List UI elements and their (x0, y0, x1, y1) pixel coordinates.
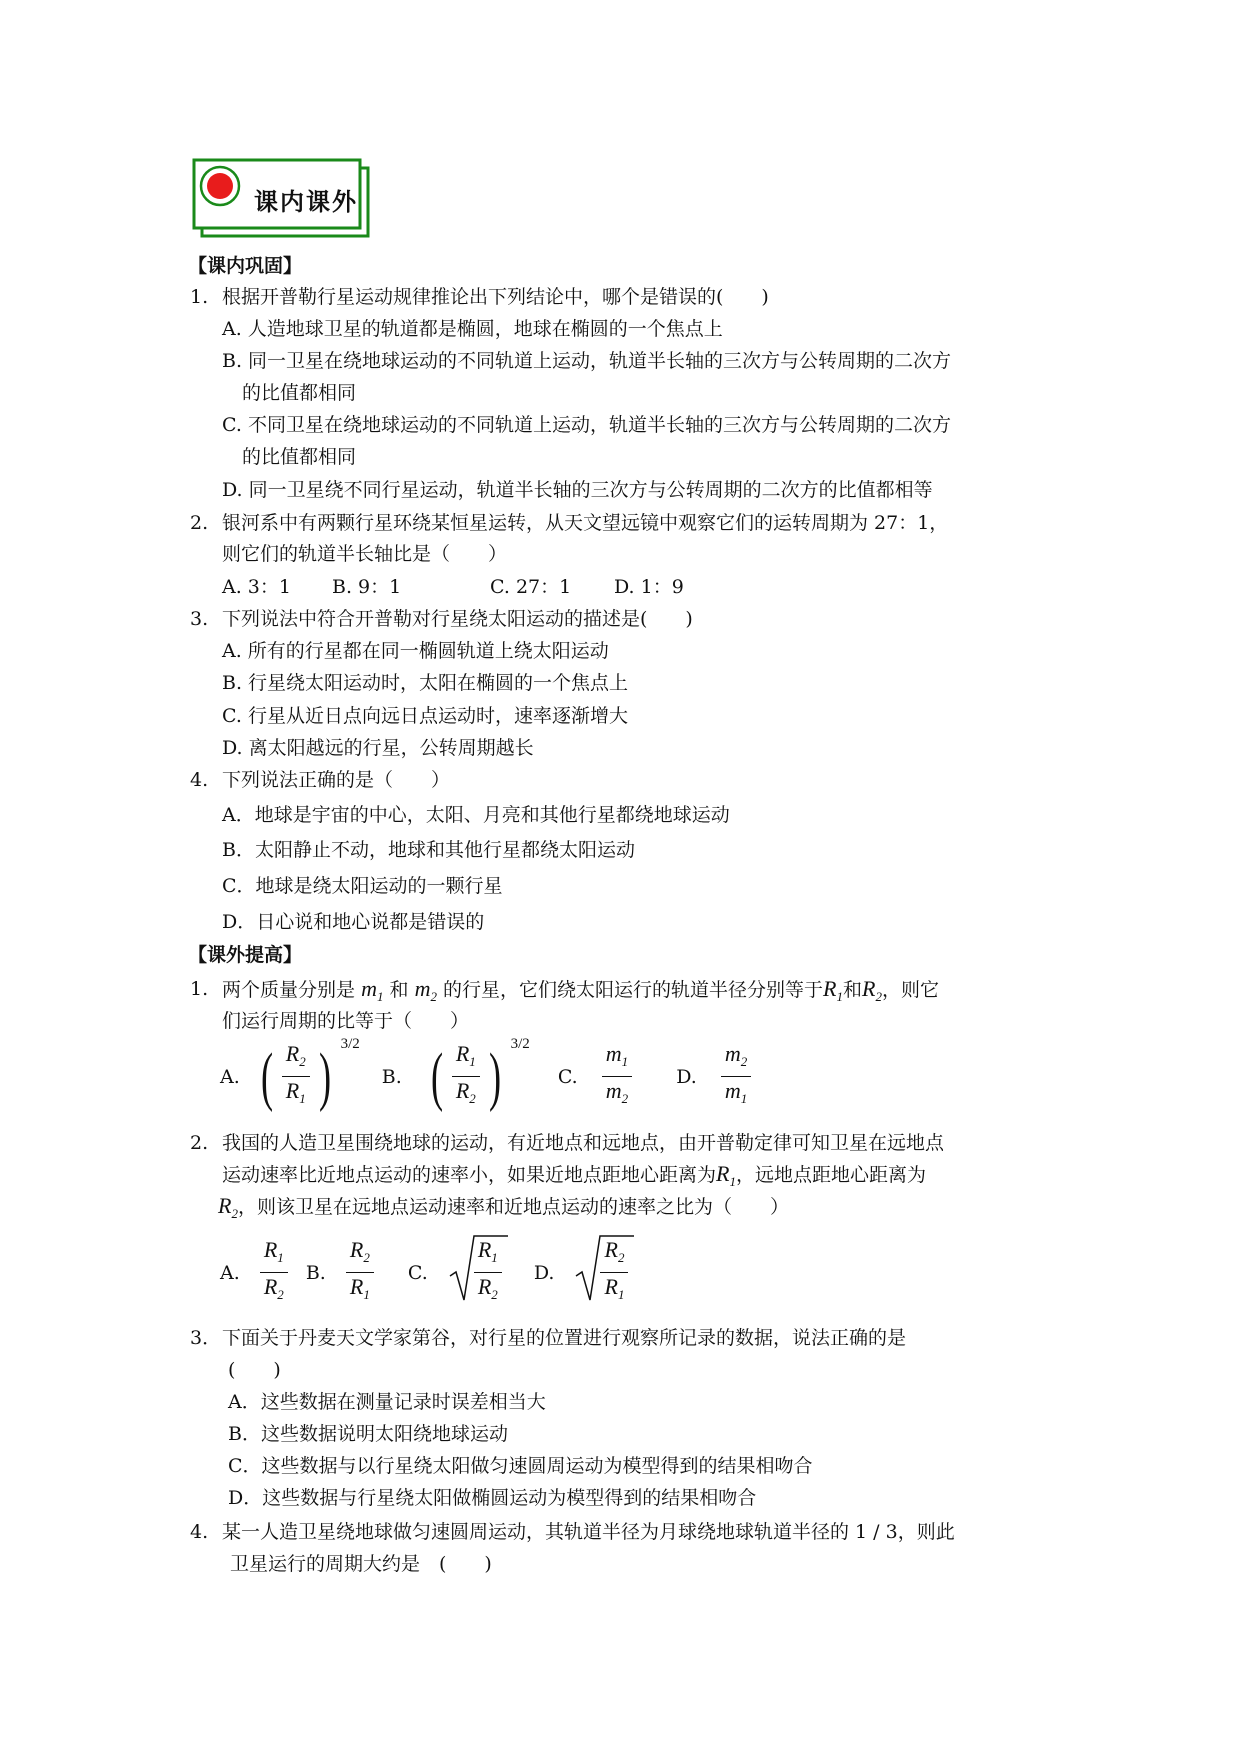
q1-option-b-line1: B. 同一卫星在绕地球运动的不同轨道上运动，轨道半长轴的三次方与公转周期的二次方 (222, 350, 952, 372)
p1-option-d-formula: $\frac{m_2}{m_1}$ (721, 1040, 751, 1113)
q3-option-a: A. 所有的行星都在同一椭圆轨道上绕太阳运动 (222, 640, 609, 662)
q4-option-b: B．太阳静止不动，地球和其他行星都绕太阳运动 (222, 839, 635, 861)
q3-option-b: B. 行星绕太阳运动时，太阳在椭圆的一个焦点上 (222, 672, 629, 694)
q1-stem: 根据开普勒行星运动规律推论出下列结论中，哪个是错误的( ) (222, 286, 769, 308)
p3-option-d: D．这些数据与行星绕太阳做椭圆运动为模型得到的结果相吻合 (228, 1487, 757, 1509)
p2-options (220, 1236, 628, 1309)
p2-option-a-formula: $\frac{R_1}{R_2}$ (260, 1236, 288, 1309)
p3-stem-line1: 下面关于丹麦天文学家第谷，对行星的位置进行观察所记录的数据，说法正确的是 (222, 1327, 907, 1349)
q2-option-a: A. 3：1 (222, 576, 291, 598)
p3-number: 3． (190, 1327, 222, 1349)
q4-option-c: C．地球是绕太阳运动的一颗行星 (222, 875, 503, 897)
p1-number: 1. (190, 978, 209, 1000)
p2-stem-line3: $R_2$，则该卫星在远地点运动速率和近地点运动的速率之比为（ ） (218, 1193, 789, 1221)
r1-symbol: $R_1$ (823, 976, 843, 1004)
q2-stem-line1: 银河系中有两颗行星环绕某恒星运转，从天文望远镜中观察它们的运转周期为 27：1， (222, 512, 949, 534)
q2-option-b: B. 9：1 (332, 576, 402, 598)
q3-stem: 下列说法中符合开普勒对行星绕太阳运动的描述是( ) (222, 608, 693, 630)
banner-title: 课内课外 (254, 188, 358, 216)
q1-number: 1. (190, 286, 209, 308)
q1-option-d: D. 同一卫星绕不同行星运动，轨道半长轴的三次方与公转周期的二次方的比值都相等 (222, 479, 933, 501)
p1-option-a-formula: ( $\frac{R_2}{R_1}$ ) 3/2 (260, 1036, 360, 1113)
p2-stem-line1: 我国的人造卫星围绕地球的运动，有近地点和远地点，由开普勒定律可知卫星在远地点 (222, 1132, 945, 1154)
p1-option-c-label: C. (557, 1065, 578, 1088)
p1-text-5: ，则它 (881, 979, 939, 1001)
m1-symbol: $m_1$ (361, 976, 384, 1004)
p3-stem-line2: ( ) (228, 1359, 281, 1381)
p3-option-c: C．这些数据与以行星绕太阳做匀速圆周运动为模型得到的结果相吻合 (228, 1455, 813, 1477)
section-banner (180, 150, 390, 242)
p2-number: 2. (190, 1132, 209, 1154)
q1-option-c-line2: 的比值都相同 (242, 446, 357, 468)
p4-number: 4. (190, 1521, 209, 1543)
p2-option-c-formula: $\frac{R_1}{R_2}$ (448, 1236, 502, 1309)
q2-stem-line2: 则它们的轨道半长轴比是（ ） (222, 543, 508, 565)
q2-option-c: C. 27：1 (490, 576, 572, 598)
p1-options (220, 1036, 755, 1113)
p3-option-b: B．这些数据说明太阳绕地球运动 (228, 1423, 508, 1445)
p2-stem-line2: 运动速率比近地点运动的速率小，如果近地点距地心距离为$R_1$，远地点距地心距离为 (222, 1161, 926, 1189)
p1-text-2: 和 (389, 979, 409, 1001)
q4-stem: 下列说法正确的是（ ） (222, 769, 451, 791)
section-heading-in-class: 【课内巩固】 (188, 255, 303, 277)
q4-number: 4. (190, 769, 209, 791)
q2-option-d: D. 1：9 (614, 576, 684, 598)
p2-option-b-formula: $\frac{R_2}{R_1}$ (346, 1236, 374, 1309)
p2-option-d-label: D. (533, 1261, 555, 1284)
p1-option-a-label: A. (220, 1065, 240, 1088)
p1-text-1: 两个质量分别是 (222, 979, 356, 1001)
p2-option-a-label: A. (220, 1261, 240, 1284)
r2-symbol: $R_2$ (861, 976, 882, 1004)
p1-option-d-label: D. (676, 1065, 697, 1088)
m2-symbol: $m_2$ (414, 976, 437, 1004)
p4-stem-line2: 卫星运行的周期大约是 ( ) (230, 1553, 492, 1575)
p1-stem-line1 (222, 976, 939, 1010)
p1-option-b-label: B. (381, 1065, 402, 1088)
p1-option-b-formula: ( $\frac{R_1}{R_2}$ ) 3/2 (430, 1036, 530, 1113)
p1-text-3: 的行星，它们绕太阳运行的轨道半径分别等于 (443, 979, 824, 1001)
q1-option-b-line2: 的比值都相同 (242, 382, 357, 404)
q3-option-d: D. 离太阳越远的行星，公转周期越长 (222, 737, 534, 759)
q1-option-c-line1: C. 不同卫星在绕地球运动的不同轨道上运动，轨道半长轴的三次方与公转周期的二次方 (222, 414, 951, 436)
p2-option-c-label: C. (407, 1261, 428, 1284)
p1-stem-line2: 们运行周期的比等于（ ） (222, 1010, 470, 1032)
p1-text-4: 和 (842, 979, 862, 1001)
q2-number: 2. (190, 512, 209, 534)
q4-option-d: D．日心说和地心说都是错误的 (222, 911, 485, 933)
q3-number: 3. (190, 608, 209, 630)
p3-option-a: A．这些数据在测量记录时误差相当大 (228, 1391, 546, 1413)
p4-stem-line1: 某一人造卫星绕地球做匀速圆周运动，其轨道半径为月球绕地球轨道半径的 1 / 3，则此 (222, 1521, 955, 1543)
section-heading-out-class: 【课外提高】 (188, 944, 303, 966)
q3-option-c: C. 行星从近日点向远日点运动时，速率逐渐增大 (222, 705, 628, 727)
q1-option-a: A. 人造地球卫星的轨道都是椭圆，地球在椭圆的一个焦点上 (222, 318, 723, 340)
q4-option-a: A．地球是宇宙的中心，太阳、月亮和其他行星都绕地球运动 (222, 804, 730, 826)
p1-option-c-formula: $\frac{m_1}{m_2}$ (602, 1040, 632, 1113)
p2-option-b-label: B. (305, 1261, 326, 1284)
p2-option-d-formula: $\frac{R_2}{R_1}$ (574, 1236, 628, 1309)
